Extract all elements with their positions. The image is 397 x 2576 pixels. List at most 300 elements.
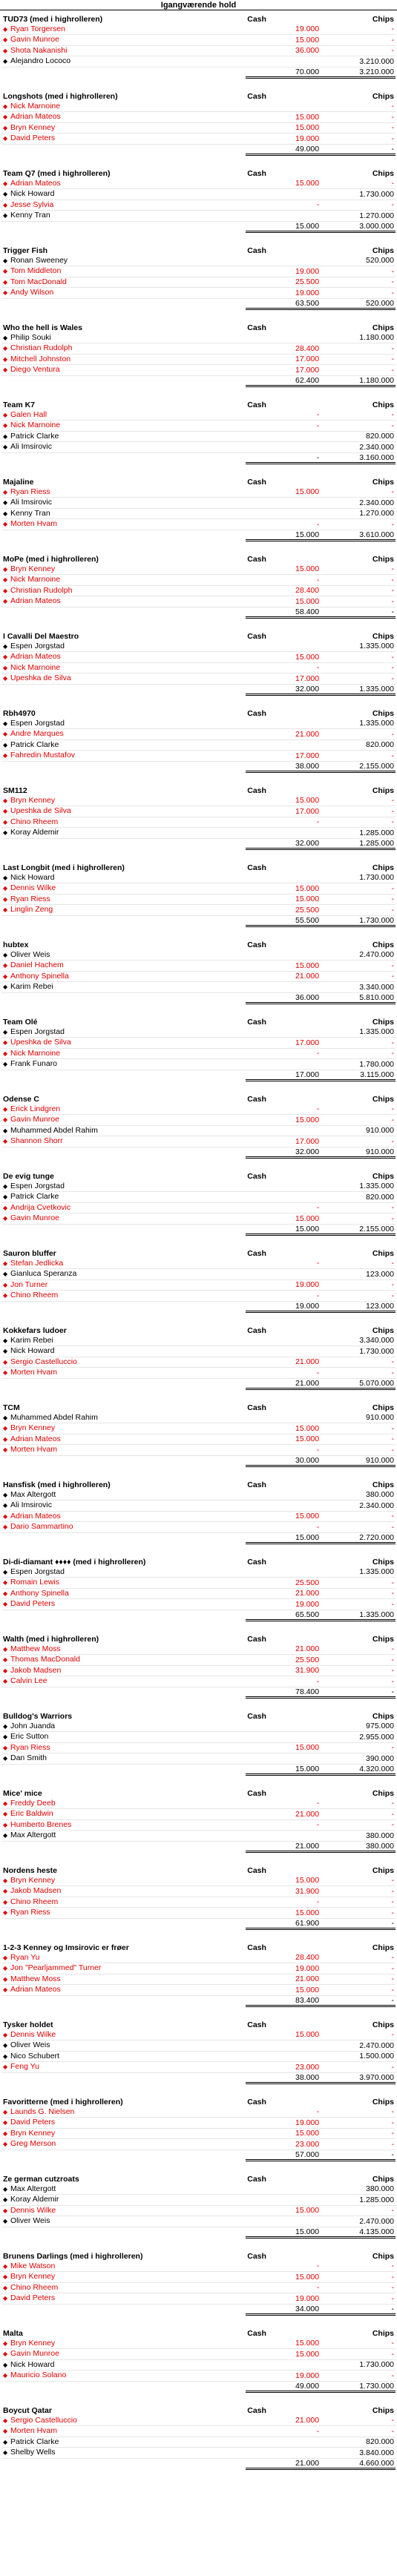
player-cell <box>1 1213 246 1225</box>
total-spacer <box>1 1455 246 1466</box>
total-cash: 49.000 <box>246 2381 321 2392</box>
total-chips: - <box>321 144 396 155</box>
player-chips: - <box>321 2426 396 2437</box>
table-row <box>1 1722 396 1732</box>
player-cash <box>246 982 321 993</box>
player-name-eliminated: Launds G. Nielsen <box>10 2106 75 2116</box>
table-row <box>1 2184 396 2195</box>
player-chips: 1.730.000 <box>321 873 396 883</box>
player-cell <box>1 1259 246 1269</box>
player-cell <box>1 883 246 895</box>
player-cash: - <box>246 2282 321 2293</box>
player-name-eliminated: Bryn Kenney <box>10 1875 56 1885</box>
diamond-bullet-icon: ◆ <box>3 719 8 727</box>
player-cash <box>246 1567 321 1578</box>
table-row <box>1 2349 396 2360</box>
team-header-row <box>1 2252 396 2262</box>
table-row <box>1 905 396 916</box>
table-row <box>1 431 396 442</box>
player-chips: - <box>321 1279 396 1291</box>
player-cash <box>246 1182 321 1192</box>
player-cell <box>1 365 246 376</box>
player-cash: 15.000 <box>246 2339 321 2349</box>
player-cell <box>1 1722 246 1732</box>
player-cash: 15.000 <box>246 796 321 806</box>
total-chips: 3.970.000 <box>321 2072 396 2083</box>
team-header-row <box>1 1943 396 1953</box>
cash-header: Cash <box>247 2329 266 2338</box>
team-header-row <box>1 1558 396 1567</box>
total-spacer <box>1 1378 246 1389</box>
player-cash <box>246 508 321 519</box>
diamond-bullet-icon: ◆ <box>3 2031 8 2038</box>
player-name-eliminated: Christian Rudolph <box>10 585 73 595</box>
player-name-eliminated: Nick Marnoine <box>10 575 61 584</box>
player-cash <box>246 256 321 266</box>
player-chips: - <box>321 35 396 46</box>
player-cell <box>1 134 246 145</box>
diamond-bullet-icon: ◆ <box>3 2438 8 2445</box>
player-name-eliminated: Andre Marques <box>10 729 64 738</box>
diamond-bullet-icon: ◆ <box>3 201 8 208</box>
player-name-eliminated: Mitchell Johnston <box>10 354 71 363</box>
team-name: Nordens heste <box>3 1866 57 1875</box>
team-total-row <box>1 1070 396 1081</box>
player-cash: 21.000 <box>246 1809 321 1820</box>
total-chips: 2.155.000 <box>321 761 396 772</box>
player-name-active: Kenny Tran <box>10 211 50 220</box>
player-cash: - <box>246 2107 321 2118</box>
total-spacer <box>1 67 246 78</box>
diamond-bullet-icon: ◆ <box>3 102 8 110</box>
table-row <box>1 729 396 740</box>
team-table <box>1 2252 396 2316</box>
table-row <box>1 421 396 432</box>
team-total-row <box>1 1841 396 1852</box>
table-row <box>1 1038 396 1049</box>
team-total-row <box>1 1532 396 1544</box>
table-row <box>1 883 396 895</box>
player-chips: - <box>321 1985 396 1996</box>
cash-header: Cash <box>247 169 266 178</box>
total-cash: 83.400 <box>246 1995 321 2006</box>
player-name-active: Espen Jorgstad <box>10 641 65 650</box>
total-cash: 21.000 <box>246 2458 321 2469</box>
table-row <box>1 564 396 575</box>
player-cash: - <box>246 200 321 211</box>
player-name-eliminated: Daniel Hachem <box>10 961 64 969</box>
diamond-bullet-icon: ◆ <box>3 972 8 980</box>
player-chips: 1.335.000 <box>321 1567 396 1578</box>
player-cell <box>1 1136 246 1147</box>
table-row <box>1 498 396 509</box>
diamond-bullet-icon: ◆ <box>3 1425 8 1432</box>
player-name-eliminated: Ryan Riess <box>10 894 50 903</box>
player-cash: 19.000 <box>246 2118 321 2129</box>
player-cash: 15.000 <box>246 1213 321 1225</box>
total-chips: 3.000.000 <box>321 221 396 232</box>
player-cash <box>246 873 321 883</box>
player-name-eliminated: Adrian Mateos <box>10 112 61 121</box>
player-cash <box>246 1753 321 1765</box>
diamond-bullet-icon: ◆ <box>3 1832 8 1839</box>
player-chips: - <box>321 1445 396 1456</box>
table-row <box>1 2062 396 2073</box>
player-name-eliminated: Mauricio Solano <box>10 2371 67 2379</box>
diamond-bullet-icon: ◆ <box>3 2361 8 2368</box>
player-name-active: Oliver Weis <box>10 949 50 959</box>
player-cash <box>246 1831 321 1842</box>
player-cash: 15.000 <box>246 122 321 134</box>
team-table <box>1 1712 396 1776</box>
player-name-eliminated: Linglin Zeng <box>10 905 53 914</box>
player-chips: - <box>321 24 396 35</box>
player-cash: 17.000 <box>246 751 321 762</box>
player-cell <box>1 1953 246 1963</box>
diamond-bullet-icon: ◆ <box>3 1656 8 1663</box>
player-name-eliminated: David Peters <box>10 2118 56 2127</box>
player-cell <box>1 1048 246 1059</box>
player-chips: - <box>321 2128 396 2139</box>
table-row <box>1 2195 396 2206</box>
player-cash: - <box>246 1897 321 1908</box>
player-cell <box>1 333 246 343</box>
total-spacer <box>1 2150 246 2161</box>
diamond-bullet-icon: ◆ <box>3 2372 8 2379</box>
player-chips: - <box>321 1819 396 1831</box>
player-chips: 3.340.000 <box>321 982 396 993</box>
total-spacer <box>1 144 246 155</box>
cash-header: Cash <box>247 2406 266 2415</box>
player-chips: 820.000 <box>321 431 396 442</box>
player-cash <box>246 642 321 652</box>
player-cell <box>1 596 246 607</box>
player-cell <box>1 2293 246 2305</box>
team-header-row <box>1 632 396 642</box>
player-cell <box>1 828 246 839</box>
total-chips: 5.070.000 <box>321 1378 396 1389</box>
chips-header: Chips <box>372 1480 394 1489</box>
team-name: Brunens Darlings (med i highrolleren) <box>3 2252 143 2261</box>
player-name-eliminated: Ryan Yu <box>10 1952 40 1962</box>
total-spacer <box>1 2227 246 2238</box>
diamond-bullet-icon: ◆ <box>3 1105 8 1113</box>
player-name-eliminated: Jesse Sylvia <box>10 200 54 209</box>
player-name-eliminated: Dennis Wilke <box>10 2205 56 2215</box>
table-row <box>1 1644 396 1655</box>
player-cell <box>1 585 246 596</box>
player-chips: - <box>321 266 396 277</box>
table-row <box>1 1886 396 1897</box>
player-cash: 31.900 <box>246 1665 321 1676</box>
team-table <box>1 863 396 927</box>
player-cell <box>1 1732 246 1743</box>
total-chips: 3.160.000 <box>321 452 396 464</box>
player-cash <box>246 2040 321 2052</box>
total-spacer <box>1 375 246 386</box>
player-cell <box>1 1886 246 1897</box>
team-table <box>1 632 396 696</box>
player-cash <box>246 1722 321 1732</box>
diamond-bullet-icon: ◆ <box>3 2119 8 2126</box>
table-row <box>1 1908 396 1919</box>
player-name-active: Espen Jorgstad <box>10 1567 65 1576</box>
diamond-bullet-icon: ◆ <box>3 1678 8 1684</box>
player-cell <box>1 508 246 519</box>
player-chips: - <box>321 1368 396 1379</box>
player-cell <box>1 2128 246 2139</box>
cash-header: Cash <box>247 863 266 872</box>
player-chips: 520.000 <box>321 256 396 266</box>
diamond-bullet-icon: ◆ <box>3 1061 8 1067</box>
team-table <box>1 2329 396 2393</box>
diamond-bullet-icon: ◆ <box>3 2273 8 2280</box>
table-row <box>1 508 396 519</box>
player-chips: 380.000 <box>321 1831 396 1842</box>
player-chips: - <box>321 343 396 355</box>
team-name: Team Olé <box>3 1018 38 1027</box>
table-row <box>1 596 396 607</box>
player-name-eliminated: Eric Baldwin <box>10 1809 53 1818</box>
player-cash: - <box>246 1819 321 1831</box>
player-name-eliminated: Freddy Deeb <box>10 1798 56 1808</box>
player-cell <box>1 1567 246 1578</box>
table-row <box>1 2051 396 2062</box>
player-cell <box>1 200 246 211</box>
diamond-bullet-icon: ◆ <box>3 411 8 418</box>
player-name-eliminated: Humberto Brenes <box>10 1819 72 1829</box>
chips-header: Chips <box>372 1403 394 1412</box>
player-cell <box>1 1501 246 1512</box>
diamond-bullet-icon: ◆ <box>3 257 8 264</box>
cash-header: Cash <box>247 1249 266 1258</box>
diamond-bullet-icon: ◆ <box>3 124 8 131</box>
team-total-row <box>1 1687 396 1698</box>
player-name-eliminated: Upeshka de Silva <box>10 673 71 682</box>
player-name-eliminated: Nick Marnoine <box>10 421 61 429</box>
total-chips: 1.335.000 <box>321 1610 396 1621</box>
cash-header: Cash <box>247 1480 266 1489</box>
player-name-eliminated: Diego Ventura <box>10 365 60 374</box>
player-cell <box>1 2040 246 2052</box>
total-spacer <box>1 838 246 849</box>
player-cell <box>1 1202 246 1213</box>
team-header-row <box>1 2329 396 2339</box>
total-spacer <box>1 1532 246 1544</box>
chips-header: Chips <box>372 1095 394 1104</box>
team-table <box>1 478 396 541</box>
player-cell <box>1 1876 246 1886</box>
player-cash: 15.000 <box>246 1742 321 1753</box>
team-table <box>1 2406 396 2470</box>
player-cell <box>1 1027 246 1038</box>
diamond-bullet-icon: ◆ <box>3 1259 8 1267</box>
player-chips: 1.270.000 <box>321 508 396 519</box>
player-cash: 19.000 <box>246 1599 321 1610</box>
chips-header: Chips <box>372 2020 394 2029</box>
player-cell <box>1 894 246 905</box>
diamond-bullet-icon: ◆ <box>3 1568 8 1575</box>
cash-header: Cash <box>247 632 266 641</box>
table-row <box>1 2282 396 2293</box>
diamond-bullet-icon: ◆ <box>3 1744 8 1751</box>
team-name: Majaline <box>3 478 34 487</box>
chips-header: Chips <box>372 169 394 178</box>
player-chips: - <box>321 1048 396 1059</box>
total-cash: 15.000 <box>246 2227 321 2238</box>
player-cell <box>1 1599 246 1610</box>
player-cash: 21.000 <box>246 971 321 982</box>
player-cell <box>1 1819 246 1831</box>
diamond-bullet-icon: ◆ <box>3 135 8 142</box>
table-row <box>1 266 396 277</box>
player-cash: 21.000 <box>246 1357 321 1368</box>
diamond-bullet-icon: ◆ <box>3 1811 8 1817</box>
team-header-row <box>1 1712 396 1722</box>
player-chips: 3.210.000 <box>321 56 396 67</box>
player-chips: - <box>321 1953 396 1963</box>
table-row <box>1 1048 396 1059</box>
player-cell <box>1 982 246 993</box>
team-header-row <box>1 246 396 256</box>
total-cash: 63.500 <box>246 298 321 309</box>
team-header-row <box>1 323 396 333</box>
team-total-row <box>1 2381 396 2392</box>
player-name-eliminated: Fahredin Mustafov <box>10 751 75 760</box>
team-total-row <box>1 1224 396 1235</box>
player-name-active: Oliver Weis <box>10 2040 50 2049</box>
team-name: Mice' mice <box>3 1789 42 1798</box>
player-cash: - <box>246 1259 321 1269</box>
total-cash: 32.000 <box>246 1147 321 1158</box>
player-chips: 1.730.000 <box>321 1346 396 1357</box>
total-chips: 3.610.000 <box>321 530 396 541</box>
player-cell <box>1 1038 246 1049</box>
table-row <box>1 950 396 961</box>
team-table <box>1 1018 396 1081</box>
player-chips: 1.730.000 <box>321 189 396 200</box>
player-chips: 1.335.000 <box>321 642 396 652</box>
total-cash: 32.000 <box>246 684 321 695</box>
player-cash: 28.400 <box>246 343 321 355</box>
player-cash: 19.000 <box>246 2371 321 2382</box>
diamond-bullet-icon: ◆ <box>3 2351 8 2357</box>
diamond-bullet-icon: ◆ <box>3 1645 8 1653</box>
player-cash: - <box>246 1522 321 1533</box>
player-cell <box>1 2339 246 2349</box>
diamond-bullet-icon: ◆ <box>3 268 8 274</box>
player-chips: - <box>321 796 396 806</box>
player-cell <box>1 1413 246 1423</box>
player-cash <box>246 950 321 961</box>
player-name-eliminated: Bryn Kenney <box>10 1423 56 1432</box>
table-row <box>1 343 396 355</box>
player-chips: - <box>321 365 396 376</box>
player-cash: - <box>246 2262 321 2272</box>
team-name: Sauron bluffer <box>3 1249 56 1258</box>
chips-header: Chips <box>372 2406 394 2415</box>
player-name-eliminated: Adrian Mateos <box>10 1511 61 1521</box>
table-row <box>1 1522 396 1533</box>
chips-header: Chips <box>372 478 394 487</box>
diamond-bullet-icon: ◆ <box>3 2339 8 2347</box>
player-chips: - <box>321 1974 396 1985</box>
table-row <box>1 442 396 453</box>
player-name-active: Espen Jorgstad <box>10 718 65 728</box>
cash-header: Cash <box>247 1403 266 1412</box>
player-name-active: Eric Sutton <box>10 1732 49 1741</box>
diamond-bullet-icon: ◆ <box>3 2295 8 2302</box>
player-cash: 25.500 <box>246 905 321 916</box>
player-chips: - <box>321 596 396 607</box>
table-row <box>1 1655 396 1666</box>
team-header-row <box>1 1480 396 1490</box>
diamond-bullet-icon: ◆ <box>3 1182 8 1190</box>
player-name-eliminated: Tom MacDonald <box>10 277 67 286</box>
team-total-row <box>1 1764 396 1775</box>
team-name: Who the hell is Wales <box>3 323 82 332</box>
chips-header: Chips <box>372 92 394 101</box>
player-chips: 820.000 <box>321 2437 396 2448</box>
table-row <box>1 1599 396 1610</box>
player-name-eliminated: Adrian Mateos <box>10 596 61 605</box>
player-chips: - <box>321 1522 396 1533</box>
diamond-bullet-icon: ◆ <box>3 2196 8 2203</box>
player-name-eliminated: Thomas MacDonald <box>10 1655 80 1664</box>
player-cell <box>1 102 246 112</box>
player-cell <box>1 564 246 575</box>
table-row <box>1 1897 396 1908</box>
table-row <box>1 1676 396 1687</box>
player-chips: 2.470.000 <box>321 950 396 961</box>
cash-header: Cash <box>247 401 266 409</box>
player-cash: 21.000 <box>246 729 321 740</box>
table-row <box>1 288 396 299</box>
player-chips: 1.180.000 <box>321 333 396 343</box>
player-chips: - <box>321 894 396 905</box>
player-cell <box>1 266 246 277</box>
chips-header: Chips <box>372 2329 394 2338</box>
player-chips: - <box>321 2371 396 2382</box>
cash-header: Cash <box>247 2098 266 2106</box>
player-cell <box>1 2349 246 2360</box>
player-cell <box>1 211 246 222</box>
player-cash: 25.500 <box>246 1578 321 1589</box>
player-chips: - <box>321 652 396 663</box>
table-row <box>1 796 396 806</box>
player-name-active: Koray Aldemir <box>10 2195 59 2204</box>
team-total-row <box>1 144 396 155</box>
table-row <box>1 1182 396 1192</box>
player-name-eliminated: Chino Rheem <box>10 2282 59 2292</box>
total-cash: 78.400 <box>246 1687 321 1698</box>
player-cell <box>1 806 246 817</box>
player-name-eliminated: Upeshka de Silva <box>10 1038 71 1047</box>
player-name-eliminated: Gavin Munroe <box>10 35 59 44</box>
player-cell <box>1 1809 246 1820</box>
team-name: Ze german cutzroats <box>3 2175 79 2184</box>
diamond-bullet-icon: ◆ <box>3 2141 8 2147</box>
player-chips: - <box>321 2293 396 2305</box>
player-cash: 15.000 <box>246 2205 321 2216</box>
diamond-bullet-icon: ◆ <box>3 2185 8 2193</box>
player-cell <box>1 2107 246 2118</box>
chips-header: Chips <box>372 323 394 332</box>
player-cash: - <box>246 817 321 828</box>
table-row <box>1 519 396 530</box>
diamond-bullet-icon: ◆ <box>3 576 8 583</box>
player-cash <box>246 189 321 200</box>
